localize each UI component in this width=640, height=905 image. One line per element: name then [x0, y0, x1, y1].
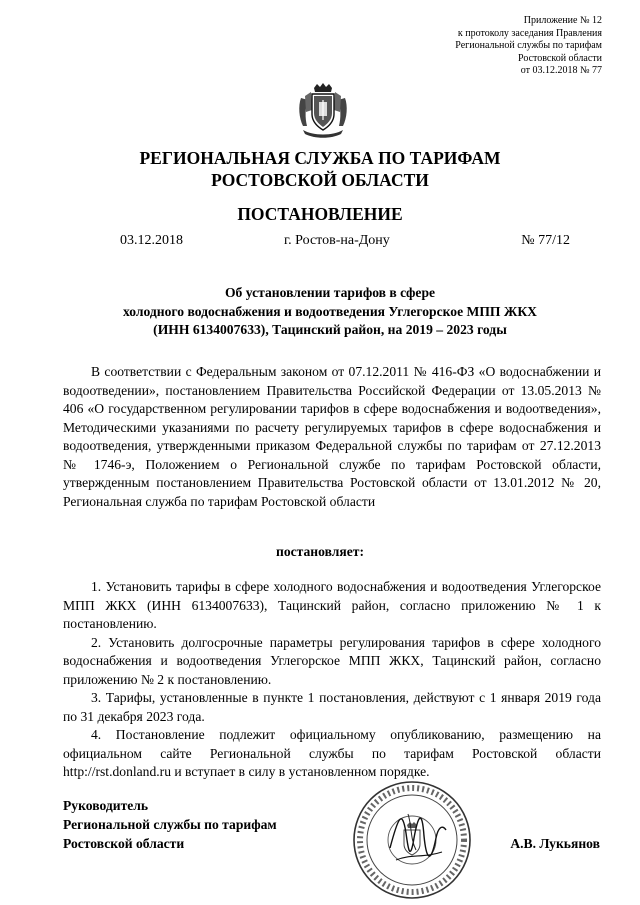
- document-city: г. Ростов-на-Дону: [284, 233, 390, 248]
- signer-title-line: Региональной службы по тарифам: [63, 816, 277, 832]
- subject-line: холодного водоснабжения и водоотведения Углегорское МПП ЖКХ: [122, 303, 538, 319]
- org-title-line: РЕГИОНАЛЬНАЯ СЛУЖБА ПО ТАРИФАМ: [139, 148, 501, 168]
- org-title-line: РОСТОВСКОЙ ОБЛАСТИ: [211, 170, 429, 190]
- appendix-line: от 03.12.2018 № 77: [520, 65, 602, 77]
- appendix-line: к протоколу заседания Правления: [457, 27, 602, 39]
- subject-line: (ИНН 6134007633), Тацинский район, на 2019 – 2023 годы: [153, 322, 507, 337]
- signer-title-line: Ростовской области: [63, 835, 185, 851]
- coat-of-arms-icon: [295, 82, 351, 140]
- appendix-line: Приложение № 12: [523, 15, 602, 26]
- decides-heading: постановляет:: [276, 544, 364, 559]
- clause-item: 3. Тарифы, установленные в пункте 1 постановления, действуют с 1 января 2019 года по 31 декабря 2023 года.: [63, 690, 601, 724]
- clause-item: 1. Установить тарифы в сфере холодного водоснабжения и водоотведения Углегорское МПП ЖКХ (ИНН 6134007633), Тацинский район, согласно приложению № 1 к постановлению.: [63, 579, 601, 631]
- appendix-line: Ростовской области: [518, 52, 602, 64]
- document-number: № 77/12: [521, 233, 570, 248]
- clauses-list: [63, 578, 601, 782]
- signer-title: [63, 797, 277, 853]
- document-type: ПОСТАНОВЛЕНИЕ: [237, 204, 403, 224]
- subject-line: Об установлении тарифов в сфере: [224, 285, 436, 300]
- document-subject: [90, 284, 570, 340]
- appendix-note: [342, 15, 602, 78]
- appendix-line: Региональной службы по тарифам: [455, 40, 602, 52]
- document-date: 03.12.2018: [120, 233, 183, 248]
- preamble-paragraph: В соответствии с Федеральным законом от 07.12.2011 № 416-ФЗ «О водоснабжении и водоотведении», постановлением Правительства Российской Федерации от 13.05.2013 № 406 «О государственном регулировании тарифов в сфере водоснабжения и водоотведения», Методическими указаниями по расчету регулируемых тарифов в сфере водоснабжения и водоотведения, утвержденными приказом Федеральной службы по тарифам от 27.12.2013 № 1746-э, Положением о Региональной службе по тарифам Ростовской области, утвержденным постановлением Правительства Ростовской области от 13.01.2012 № 20, Региональная служба по тарифам Ростовской области: [63, 364, 601, 509]
- clause-item: 4. Постановление подлежит официальному опубликованию, размещению на официальном сайте Региональной службы по тарифам Ростовской области http://rst.donland.ru и вступает в силу в установленном порядке.: [63, 727, 601, 779]
- seal-icon: [350, 778, 475, 903]
- signer-title-line: Руководитель: [63, 798, 149, 813]
- organization-title: [0, 147, 640, 191]
- signer-name: А.В. Лукьянов: [510, 836, 600, 851]
- clause-item: 2. Установить долгосрочные параметры регулирования тарифов в сфере холодного водоснабжения и водоотведения Углегорское МПП ЖКХ, Тацинский район, согласно приложению № 2 к постановлению.: [63, 634, 601, 687]
